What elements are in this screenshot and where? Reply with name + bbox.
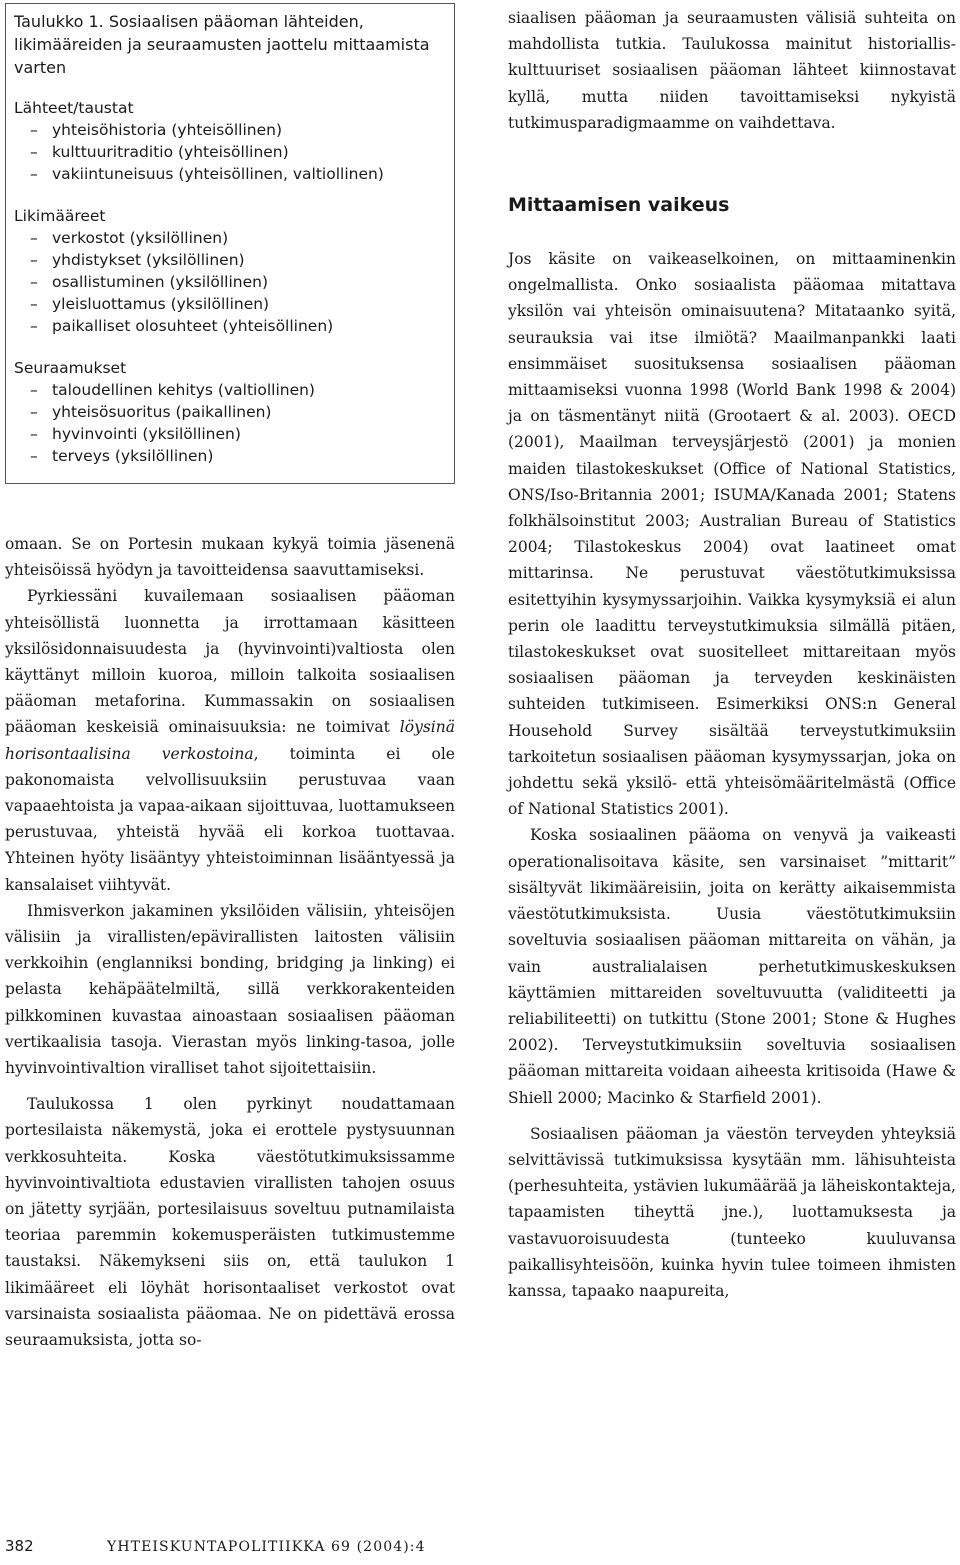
table-item-label: taloudellinen kehitys (valtiollinen) xyxy=(52,381,315,399)
table-item xyxy=(30,379,454,401)
paragraph: siaalisen pääoman ja seuraamusten välisiä suhteita on mahdollista tutkia. Taulukossa mainitut historiallis-kulttuuriset sosiaalisen pääoman lähteet kiinnostavat kyllä, mutta niiden tavoittamiseksi nykyistä tutkimusparadigmaamme on vaihdettava. xyxy=(508,9,956,132)
dash-bullet: – xyxy=(30,403,38,421)
section-heading: Mittaamisen vaikeus xyxy=(508,194,730,217)
dash-bullet: – xyxy=(30,317,38,335)
table-item xyxy=(30,163,454,185)
table-item xyxy=(30,315,454,337)
table-item-label: yhteisösuoritus (paikallinen) xyxy=(52,403,272,421)
table-item-label: paikalliset olosuhteet (yhteisöllinen) xyxy=(52,317,334,335)
table-group-sources xyxy=(6,97,454,185)
paragraph: omaan. Se on Portesin mukaan kykyä toimia jäsenenä yhteisöissä hyödyn ja tavoitteidensa saavuttamiseksi. xyxy=(5,535,455,580)
dash-bullet: – xyxy=(30,273,38,291)
table-item xyxy=(30,227,454,249)
table-item xyxy=(30,293,454,315)
paragraph: Sosiaalisen pääoman ja väestön terveyden yhteyksiä selvittävissä tutkimuksissa kysytään mm. lähisuhteista (perhesuhteita, ystävien lukumäärää ja läheiskontakteja, tapaamisten tiheyttä jne.), luottamuksesta ja vastavuoroisuudesta (tunteeko kuuluvansa paikallisyhteisöön, kuinka hyvin tulee toimeen ihmisten kanssa, tapaako naapureita, xyxy=(508,1124,956,1300)
paragraph-text: Pyrkiessäni kuvailemaan sosiaalisen pääoman yhteisöllistä luonnetta ja irrottamaan käsitteen yksilösidonnaisuudesta ja (hyvinvointi)valtiosta olen käyttänyt milloin kuoroa, milloin talkoita sosiaalisen pääoman metaforina. Kummassakin on sosiaalisen pääoman keskeisiä ominaisuuksia: ne toimivat xyxy=(5,587,455,737)
paragraph: Taulukossa 1 olen pyrkinyt noudattamaan portesilaista näkemystä, joka ei erottele pystysuunnan verkkosuhteita. Koska väestötutkimuksissamme hyvinvointivaltiota edustavien virallisten tahojen osuus on jätetty syrjään, portesilaisuus soveltuu putnamilaista teoriaa paremmin kokemusperäisten tutkimustemme taustaksi. Näkemykseni siis on, että taulukon 1 likimääreet eli löyhät horisontaaliset verkostot ovat varsinaista sosiaalista pääomaa. Ne on pidettävä erossa seuraamuksista, jotta so- xyxy=(5,1095,455,1350)
paragraph-text: , toiminta ei ole pakonomaista velvollisuuksiin perustuvaa vaan vapaaehtoista ja vapaa-aikaan sijoittuvaa, luottamukseen perustuvaa, yhteistä hyvää eli korkoa tuottavaa. Yhteinen hyöty lisääntyy yhteistoiminnan lisääntyessä ja kansalaiset viihtyvät. xyxy=(5,744,455,894)
dash-bullet: – xyxy=(30,251,38,269)
paragraph: Jos käsite on vaikeaselkoinen, on mittaaminenkin ongelmallista. Onko sosiaalista pääomaa mitattava yksilön vai yhteisön ominaisuutena? Mitataanko syitä, seurauksia vai itse ilmiötä? Maailmanpankki laati ensimmäiset suosituksensa sosiaalisen pääoman mittaamiseksi vuonna 1998 (World Bank 1998 & 2004) ja on täsmentänyt niitä (Grootaert & al. 2003). OECD (2001), Maailman terveysjärjestö (2001) ja monien maiden tilastokeskukset (Office of National Statistics, ONS/Iso-Britannia 2001; ISUMA/Kanada 2001; Statens folkhälsoinstitut 2003; Australian Bureau of Statistics 2004; Tilastokeskus 2004) ovat laatineet omat mittarinsa. Ne perustuvat väestötutkimuksissa esitettyihin kysymyssarjoihin. Vaikka kysymyksiä ei alun perin ole laadittu terveystutkimuksia silmällä pitäen, tilastokeskukset ovat suositelleet mittareitaan myös sosiaalisen pääoman ja terveyden keskinäisten suhteiden tutkimiseen. Esimerkiksi ONS:n General Household Survey sisältää terveystutkimuksiin tarkoitetun sosiaalisen pääoman kysymyssarjan, joka on johdettu sekä yksilö- että yhteisömääritelmästä (Office of National Statistics 2001). xyxy=(508,250,956,819)
paragraph xyxy=(5,583,455,897)
table-1-box xyxy=(5,3,455,484)
group-heading: Lähteet/taustat xyxy=(14,99,134,117)
table-item-label: osallistuminen (yksilöllinen) xyxy=(52,273,268,291)
table-item xyxy=(30,401,454,423)
table-item xyxy=(30,249,454,271)
dash-bullet: – xyxy=(30,447,38,465)
table-item-label: vakiintuneisuus (yhteisöllinen, valtiollinen) xyxy=(52,165,384,183)
paragraph: Ihmisverkon jakaminen yksilöiden välisiin, yhteisöjen välisiin ja virallisten/epävirallisten laitosten välisiin verkkoihin (englanniksi bonding, bridging ja linking) ei pelasta kehäpäätelmiltä, sillä verkkorakenteiden pilkkominen kuvastaa ainoastaan sosiaalisen pääoman vertikaalisia tasoja. Vierastan myös linking-tasoa, jolle hyvinvointivaltion viralliset tahot sijoitettaisiin. xyxy=(5,901,455,1078)
page-footer xyxy=(5,1537,465,1559)
table-item xyxy=(30,423,454,445)
dash-bullet: – xyxy=(30,295,38,313)
dash-bullet: – xyxy=(30,381,38,399)
table-title: Taulukko 1. Sosiaalisen pääoman lähteiden, likimääreiden ja seuraamusten jaottelu mittaamista varten xyxy=(14,12,430,77)
table-item-label: terveys (yksilöllinen) xyxy=(52,447,214,465)
page-number: 382 xyxy=(5,1537,34,1555)
table-item-label: yleisluottamus (yksilöllinen) xyxy=(52,295,270,313)
emphasis-text: löysinä horisontaalisina verkostoina xyxy=(5,718,455,763)
group-heading: Likimääreet xyxy=(14,207,106,225)
table-item-label: hyvinvointi (yksilöllinen) xyxy=(52,425,241,443)
dash-bullet: – xyxy=(30,165,38,183)
dash-bullet: – xyxy=(30,425,38,443)
table-item xyxy=(30,445,454,467)
table-item-label: yhdistykset (yksilöllinen) xyxy=(52,251,245,269)
table-item xyxy=(30,271,454,293)
dash-bullet: – xyxy=(30,121,38,139)
journal-name: YHTEISKUNTAPOLITIIKKA 69 (2004):4 xyxy=(107,1539,426,1555)
table-item-label: kulttuuritraditio (yhteisöllinen) xyxy=(52,143,289,161)
table-group-consequences xyxy=(6,357,454,467)
dash-bullet: – xyxy=(30,229,38,247)
group-heading: Seuraamukset xyxy=(14,359,127,377)
right-text-column xyxy=(508,5,956,1304)
table-item-label: yhteisöhistoria (yhteisöllinen) xyxy=(52,121,283,139)
table-item xyxy=(30,119,454,141)
left-text-column xyxy=(5,531,455,1353)
table-item-label: verkostot (yksilöllinen) xyxy=(52,229,229,247)
table-group-proxies xyxy=(6,205,454,337)
paragraph: Koska sosiaalinen pääoma on venyvä ja vaikeasti operationalisoitava käsite, sen varsinaiset ”mittarit” sisältyvät likimääreisiin, joita on kerätty aikaisemmista väestötutkimuksista. Uusia väestötutkimuksiin soveltuvia sosiaalisen pääoman mittareita on vähän, ja vain australialaisen perhetutkimuskeskuksen käyttämien mittareiden soveltuvuutta (validiteetti ja reliabiliteetti) on tutkittu (Stone 2001; Stone & Hughes 2002). Terveystutkimuksiin soveltuvia sosiaalisen pääoman mittareita voidaan aiheesta kritisoida (Hawe & Shiell 2000; Macinko & Starfield 2001). xyxy=(508,826,956,1107)
dash-bullet: – xyxy=(30,143,38,161)
table-item xyxy=(30,141,454,163)
